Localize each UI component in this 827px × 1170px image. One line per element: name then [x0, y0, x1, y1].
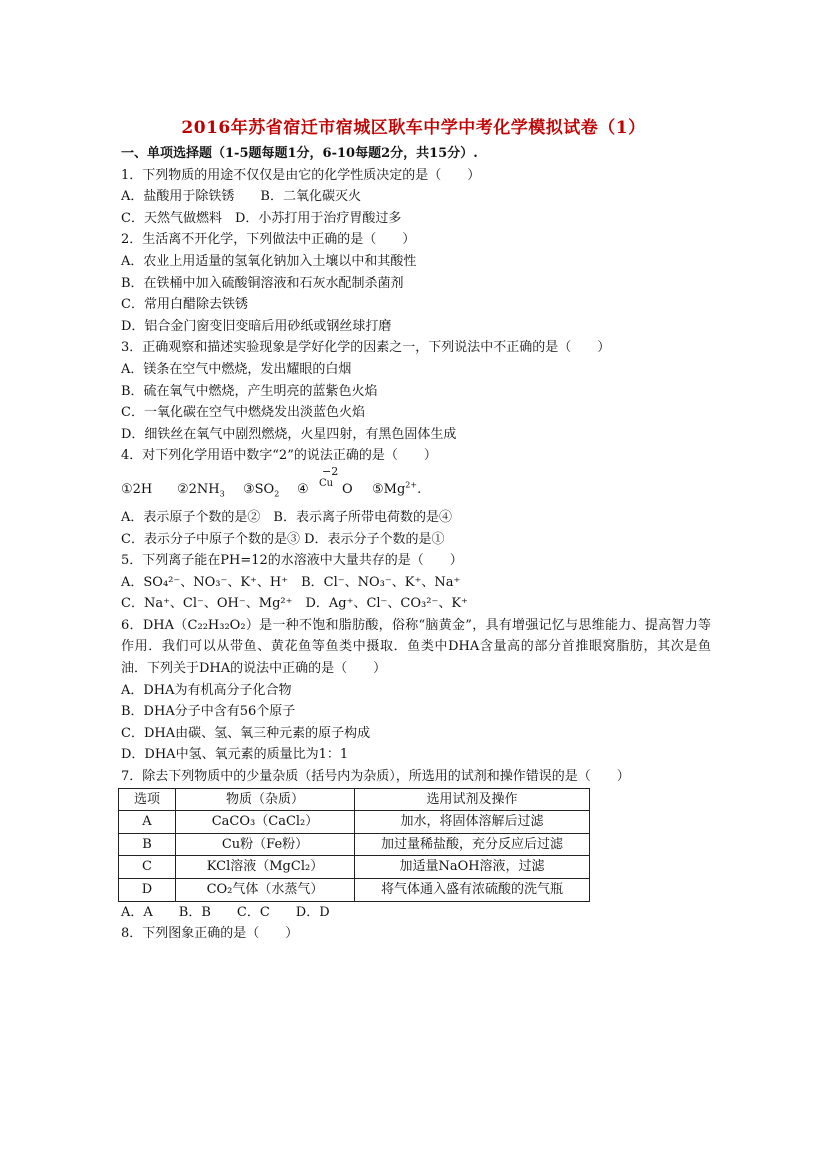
table-cell: B [119, 833, 176, 856]
table-cell: D [119, 879, 176, 902]
q4-formulas [121, 467, 711, 507]
q8-stem: 8．下列图象正确的是（ ） [121, 926, 299, 942]
table-cell: C [119, 856, 176, 879]
formula-4: ④ [297, 482, 309, 498]
q6-option-b: B．DHA分子中含有56个原子 [121, 704, 296, 720]
q3-option-d: D．细铁丝在氧气中剧烈燃烧，火星四射，有黑色固体生成 [121, 426, 457, 442]
formula-4-cu: Cu [319, 478, 334, 490]
q6-option-a: A．DHA为有机高分子化合物 [121, 682, 292, 698]
q4-stem: 4．对下列化学用语中数字“2”的说法正确的是（ ） [121, 448, 437, 464]
q1-options-cd: C．天然气做燃料 D．小苏打用于治疗胃酸过多 [121, 210, 402, 226]
table-cell: CaCO₃（CaCl₂） [176, 811, 355, 834]
q4-options-cd: C．表示分子中原子个数的是③ D．表示分子个数的是① [121, 531, 445, 547]
q3-option-c: C．一氧化碳在空气中燃烧发出淡蓝色火焰 [121, 405, 365, 421]
q3-stem: 3．正确观察和描述实验现象是学好化学的因素之一，下列说法中不正确的是（ ） [121, 340, 611, 356]
formula-3: $③SO_2$ [243, 482, 280, 499]
q7-stem: 7．除去下列物质中的少量杂质（括号内为杂质），所选用的试剂和操作错误的是（ ） [121, 769, 630, 785]
q6-stem: 6．DHA（C₂₂H₃₂O₂）是一种不饱和脂肪酸，俗称“脑黄金”，具有增强记忆与思维能力、提高智力等作用．我们可以从带鱼、黄花鱼等鱼类中摄取．鱼类中DHA含量高的部分首推眼窝脂肪，其次是鱼油．下列关于DHA的说法中正确的是（ ） [121, 617, 711, 677]
q3-option-b: B．硫在氧气中燃烧，产生明亮的蓝紫色火焰 [121, 383, 378, 399]
q1-options-ab: A．盐酸用于除铁锈 B．二氧化碳灭火 [121, 189, 361, 205]
formula-4-valence: −2 [322, 465, 339, 479]
q2-option-b: B．在铁桶中加入硫酸铜溶液和石灰水配制杀菌剂 [121, 275, 404, 291]
table-row [119, 833, 590, 856]
q6-option-c: C．DHA由碳、氢、氧三种元素的原子构成 [121, 725, 371, 741]
q5-options-ab: A．SO₄²⁻、NO₃⁻、K⁺、H⁺ B．Cl⁻、NO₃⁻、K⁺、Na⁺ [121, 574, 461, 590]
formula-2: $②2NH_3$ [177, 482, 225, 499]
q1-stem: 1．下列物质的用途不仅仅是由它的化学性质决定的是（ ） [121, 167, 481, 183]
table-cell: CO₂气体（水蒸气） [176, 879, 355, 902]
formula-5: $⑤Mg^{2+}$. [372, 480, 422, 498]
q5-stem: 5．下列离子能在PH=12的水溶液中大量共存的是（ ） [121, 553, 463, 569]
formula-1: ①2H [121, 482, 153, 498]
exam-content [121, 143, 711, 945]
q4-options-ab: A．表示原子个数的是② B．表示离子所带电荷数的是④ [121, 509, 452, 525]
table-row [119, 879, 590, 902]
formula-4-o: O [342, 482, 353, 498]
q7-table [118, 788, 590, 902]
table-header-cell: 选用试剂及操作 [355, 788, 590, 811]
section-heading: 一、单项选择题（1-5题每题1分，6-10每题2分，共15分）. [121, 146, 478, 161]
table-header-cell: 选项 [119, 788, 176, 811]
table-cell: 将气体通入盛有浓硫酸的洗气瓶 [355, 879, 590, 902]
q2-option-c: C．常用白醋除去铁锈 [121, 297, 248, 313]
table-cell: A [119, 811, 176, 834]
table-row [119, 856, 590, 879]
table-cell: KCl溶液（MgCl₂） [176, 856, 355, 879]
q2-stem: 2．生活离不开化学，下列做法中正确的是（ ） [121, 232, 416, 248]
table-cell: 加适量NaOH溶液，过滤 [355, 856, 590, 879]
q3-option-a: A．镁条在空气中燃烧，发出耀眼的白烟 [121, 361, 352, 377]
q6-option-d: D．DHA中氢、氧元素的质量比为1：1 [121, 747, 349, 763]
table-row [119, 811, 590, 834]
table-cell: 加过量稀盐酸，充分反应后过滤 [355, 833, 590, 856]
q2-option-d: D．铝合金门窗变旧变暗后用砂纸或钢丝球打磨 [121, 318, 392, 334]
q5-options-cd: C．Na⁺、Cl⁻、OH⁻、Mg²⁺ D．Ag⁺、Cl⁻、CO₃²⁻、K⁺ [121, 596, 468, 612]
table-cell: 加水，将固体溶解后过滤 [355, 811, 590, 834]
table-header-row [119, 788, 590, 811]
q2-option-a: A．农业上用适量的氢氧化钠加入土壤以中和其酸性 [121, 253, 417, 269]
q7-options: A．A B．B C．C D．D [121, 904, 330, 920]
exam-title: 2016年苏省宿迁市宿城区耿车中学中考化学模拟试卷（1） [181, 118, 646, 138]
table-header-cell: 物质（杂质） [176, 788, 355, 811]
table-cell: Cu粉（Fe粉） [176, 833, 355, 856]
